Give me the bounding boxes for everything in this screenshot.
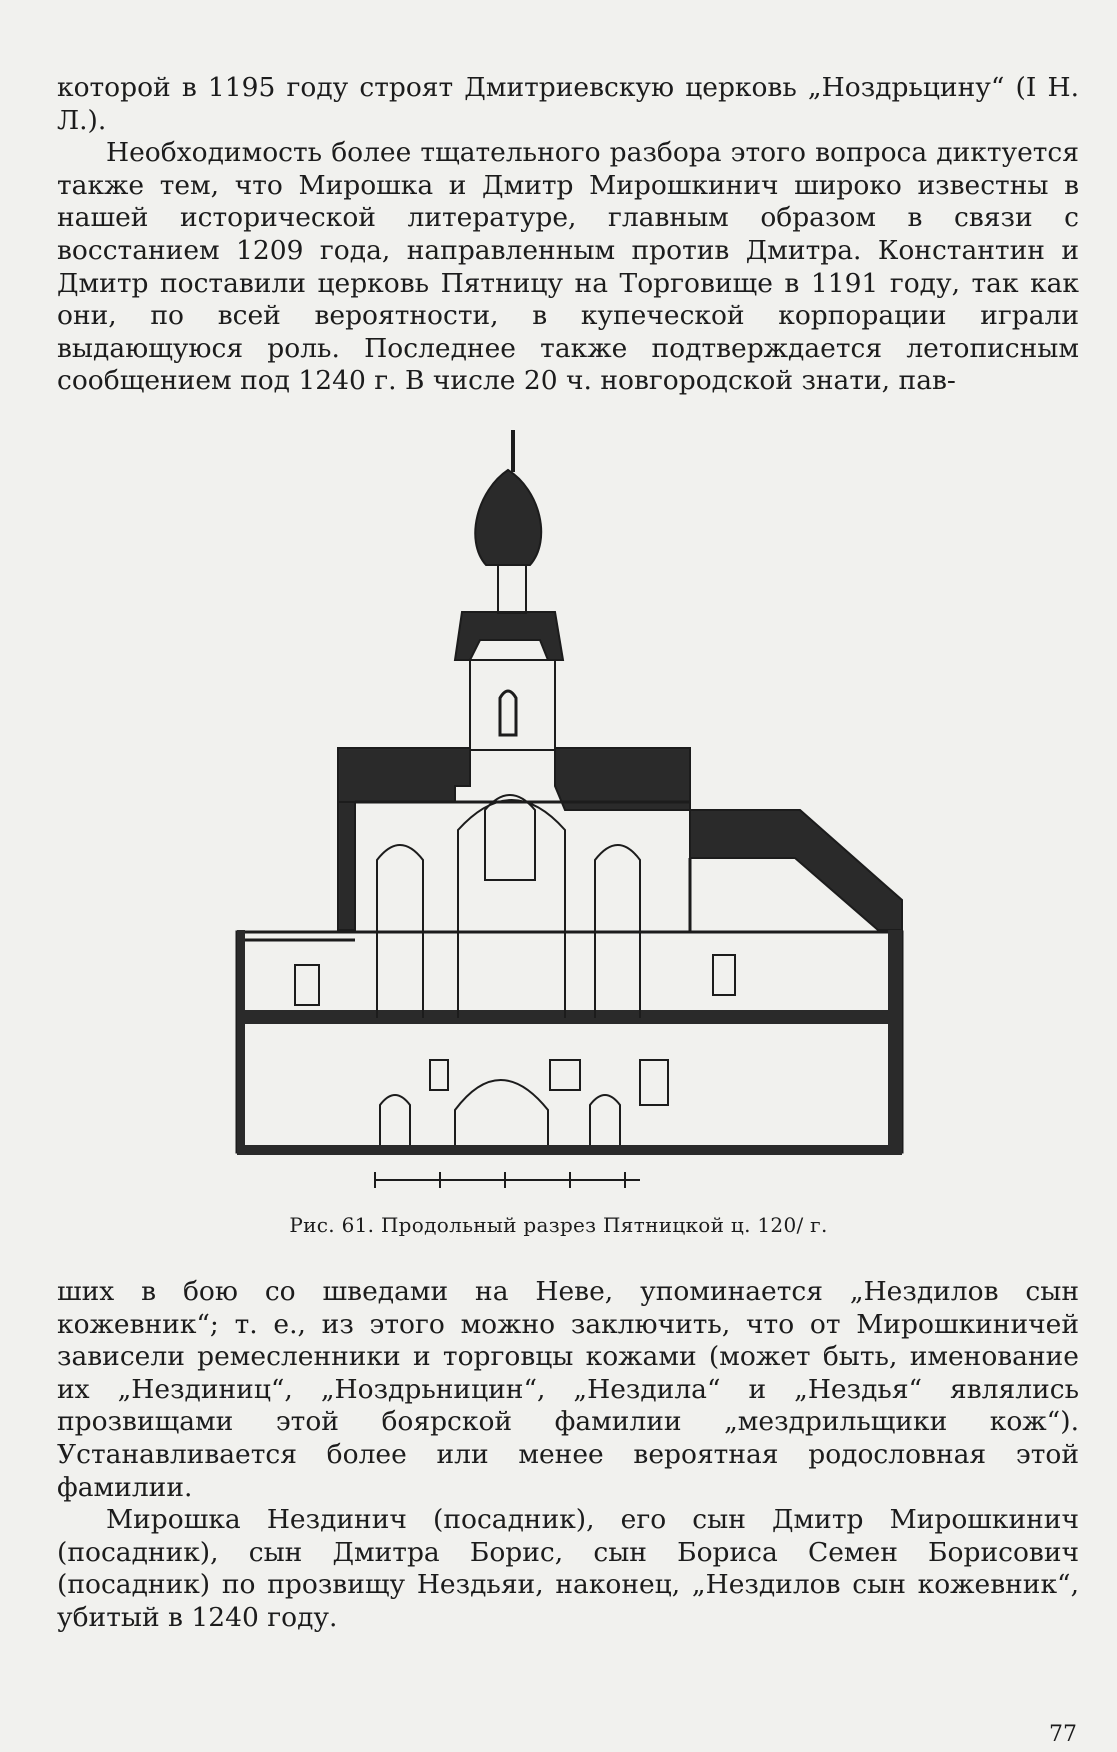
drum-window (500, 691, 516, 735)
text-block-top (57, 72, 1079, 398)
church-section-drawing (223, 425, 923, 1197)
paragraph: которой в 1195 году строят Дмитриевскую церковь „Ноздрьцину“ (I Н. Л.). (57, 72, 1079, 136)
paragraph: ших в бою со шведами на Неве, упоминается „Нездилов сын кожевник“; т. е., из этого можно заключить, что от Мирошкиничей зависели ремесленники и торговцы кожами (может быть, именование их „Нездиниц“, „Ноздрьницин“, „Нездила“ и „Нездья“ являлись прозвищами этой боярской фамилии „мездрильщики кож“). Устанавливается более или менее вероятная родословная этой фамилии. (57, 1276, 1079, 1503)
paragraph: Необходимость более тщательного разбора этого вопроса диктуется также тем, что Мирошка и Дмитр Мирошкинич широко известны в нашей исторической литературе, главным образом в связи с восстанием 1209 года, направленным против Дмитра. Константин и Дмитр поставили церковь Пятницу на Торговище в 1191 году, так как они, по всей вероятности, в купеческой корпорации играли выдающуюся роль. Последнее также подтверждается летописным сообщением под 1240 г. В числе 20 ч. новгородской знати, пав- (57, 137, 1079, 397)
figure-caption: Рис. 61. Продольный разрез Пятницкой ц. 120/ г. (289, 1213, 828, 1237)
page-number: 77 (1049, 1722, 1077, 1747)
text-block-bottom (57, 1276, 1079, 1635)
paragraph: Мирошка Нездинич (посадник), его сын Дмитр Мирошкинич (посадник), сын Дмитра Борис, сын Бориса Семен Борисович (посадник) по прозвищу Нездьяи, наконец, „Нездилов сын кожевник“, убитый в 1240 году. (57, 1504, 1079, 1633)
